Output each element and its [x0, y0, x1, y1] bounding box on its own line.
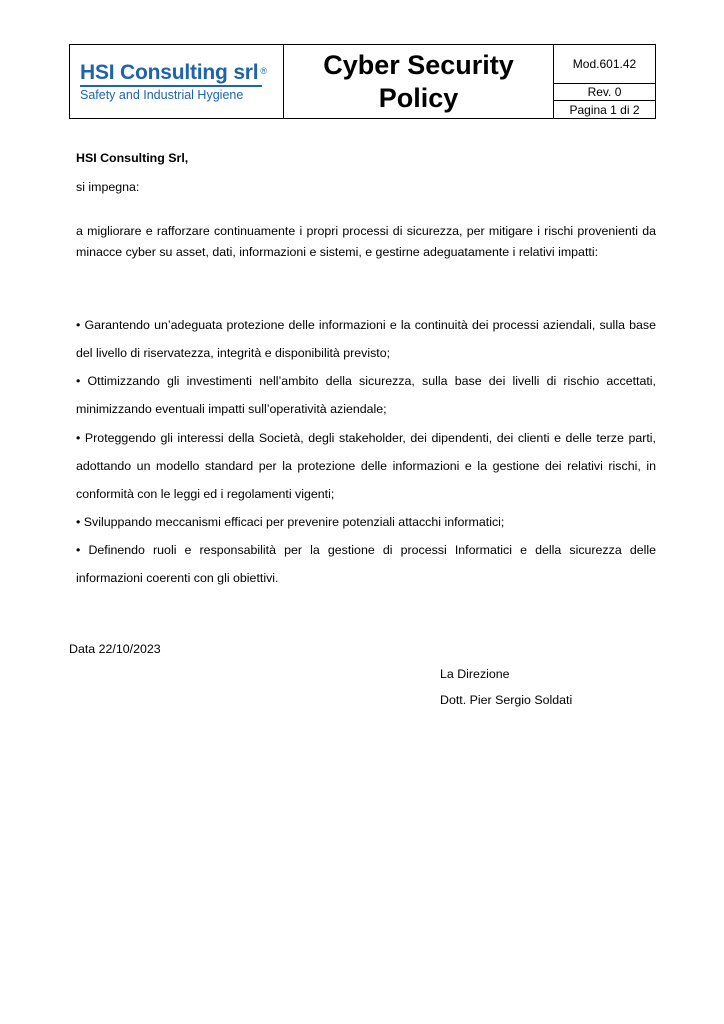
- document-title: Cyber Security Policy: [284, 45, 554, 118]
- module-code: Mod.601.42: [554, 45, 655, 84]
- company-logo: [70, 45, 284, 118]
- company-name: HSI Consulting Srl,: [76, 151, 189, 165]
- document-date: Data 22/10/2023: [69, 642, 161, 656]
- intro-paragraph: a migliorare e rafforzare continuamente i propri processi di sicurezza, per mitigare i rischi provenienti da minacce cyber su asset, dati, informazioni e sistemi, e gestirne adeguatamente i relativi impatti:: [76, 224, 656, 259]
- bullet-item: • Garantendo un’adeguata protezione delle informazioni e la continuità dei processi aziendali, sulla base del livello di riservatezza, integrità e disponibilità previsto;: [76, 318, 656, 360]
- signatory-role: La Direzione: [440, 667, 510, 681]
- logo-tagline: Safety and Industrial Hygiene: [80, 87, 244, 102]
- commitment-text: si impegna:: [76, 180, 140, 194]
- logo-name: HSI Consulting srl: [80, 60, 259, 84]
- bullet-item: • Definendo ruoli e responsabilità per la gestione di processi Informatici e della sicurezza delle informazioni coerenti con gli obiettivi.: [76, 543, 656, 585]
- document-header: [69, 44, 656, 119]
- page-number: Pagina 1 di 2: [569, 102, 640, 117]
- document-meta: [554, 45, 655, 118]
- bullet-item: • Sviluppando meccanismi efficaci per prevenire potenziali attacchi informatici;: [76, 515, 505, 529]
- revision: Rev. 0: [554, 84, 655, 101]
- logo-registered-mark: ®: [260, 65, 267, 76]
- logo-rule: [80, 85, 262, 87]
- bullet-item: • Proteggendo gli interessi della Società, degli stakeholder, dei dipendenti, dei clienti e delle terze parti, adottando un modello standard per la protezione delle informazioni e la gestione dei relativi rischi, in conformità con le leggi ed i regolamenti vigenti;: [76, 431, 656, 501]
- bullet-item: • Ottimizzando gli investimenti nell’ambito della sicurezza, sulla base dei livelli di rischio accettati, minimizzando eventuali impatti sull’operatività aziendale;: [76, 374, 656, 416]
- signatory-name: Dott. Pier Sergio Soldati: [440, 693, 573, 707]
